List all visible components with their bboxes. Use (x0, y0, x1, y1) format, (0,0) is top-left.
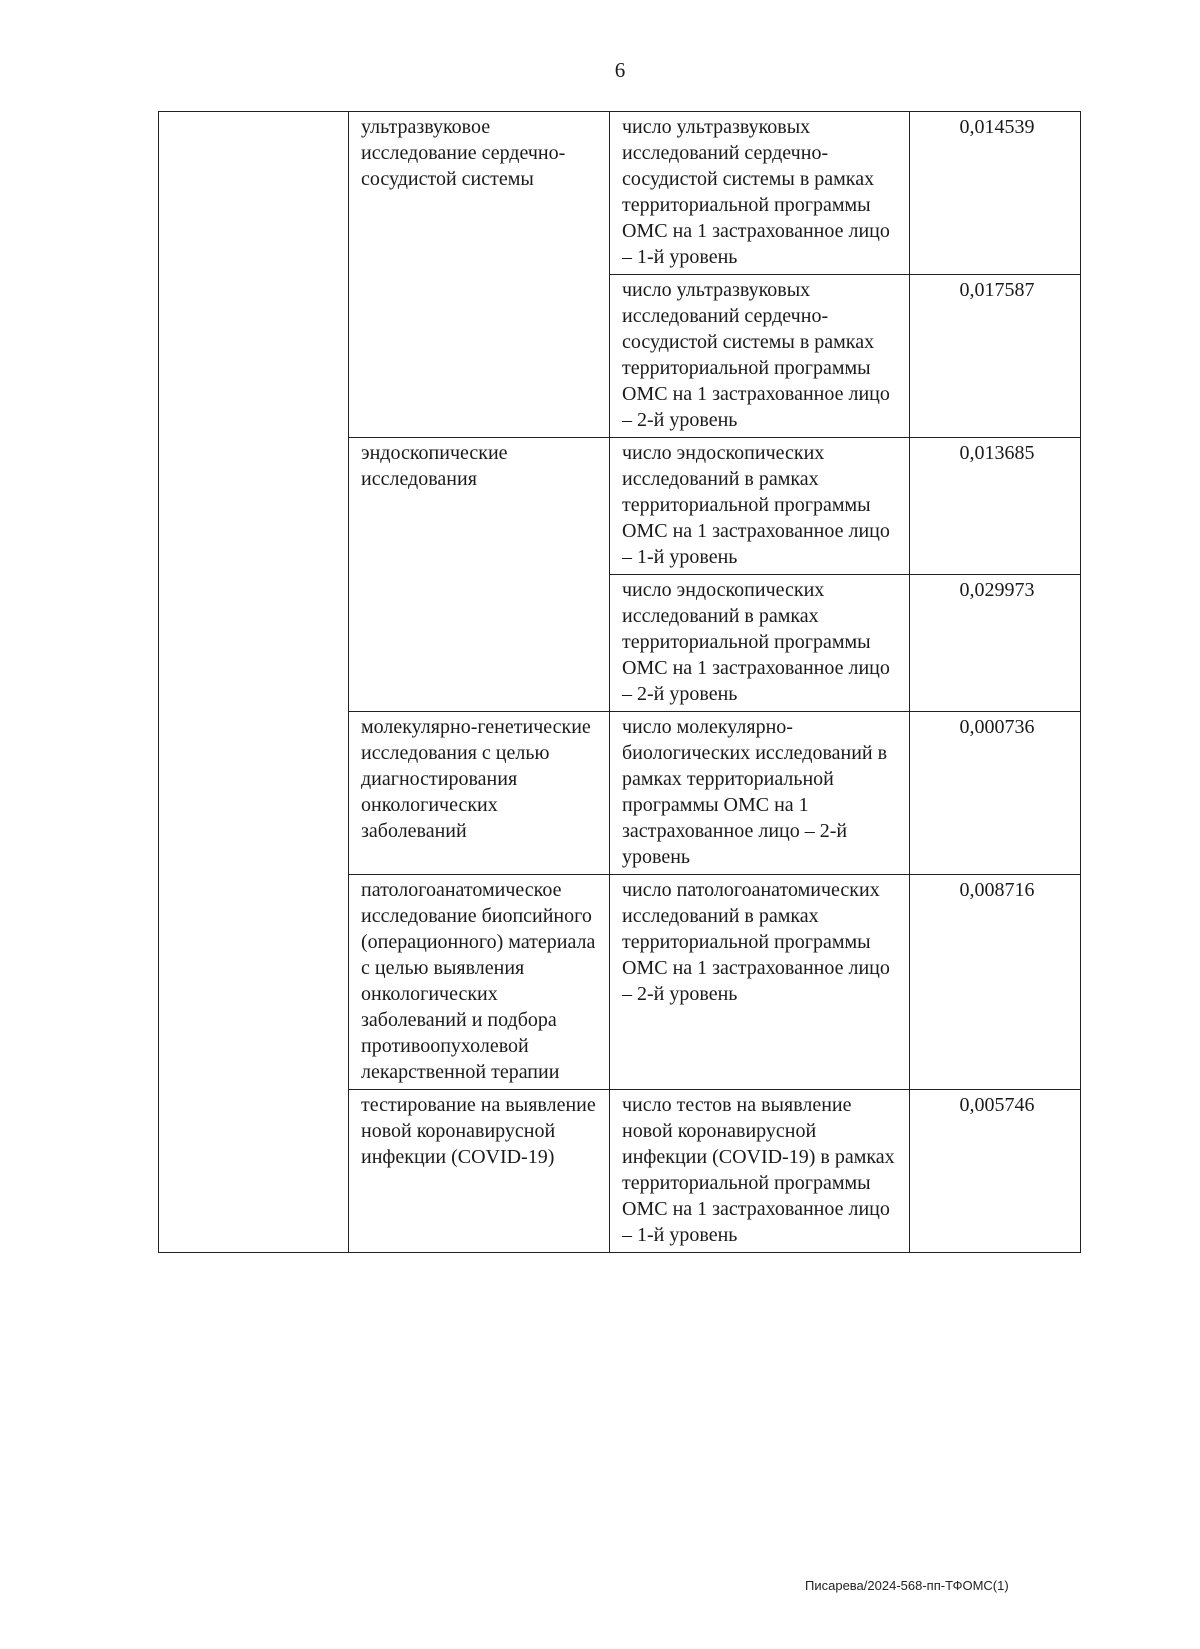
value-cell: 0,005746 (910, 1090, 1081, 1253)
service-name-cell: тестирование на выявление новой коронавирусной инфекции (COVID-19) (349, 1090, 610, 1253)
indicator-cell: число эндоскопических исследований в рамках территориальной программы ОМС на 1 застрахованное лицо – 2-й уровень (610, 575, 910, 712)
value-cell: 0,014539 (910, 112, 1081, 275)
service-name-cell: эндоскопические исследования (349, 438, 610, 712)
value-cell: 0,000736 (910, 712, 1081, 875)
indicator-cell: число патологоанатомических исследований в рамках территориальной программы ОМС на 1 застрахованное лицо – 2-й уровень (610, 875, 910, 1090)
indicator-cell: число ультразвуковых исследований сердечно-сосудистой системы в рамках территориальной программы ОМС на 1 застрахованное лицо – 1-й уровень (610, 112, 910, 275)
service-name-cell: ультразвуковое исследование сердечно-сосудистой системы (349, 112, 610, 438)
value-cell: 0,008716 (910, 875, 1081, 1090)
page-number: 6 (614, 58, 626, 82)
value-cell: 0,017587 (910, 275, 1081, 438)
indicator-cell: число ультразвуковых исследований сердечно-сосудистой системы в рамках территориальной программы ОМС на 1 застрахованное лицо – 2-й уровень (610, 275, 910, 438)
indicator-cell: число тестов на выявление новой коронавирусной инфекции (COVID-19) в рамках территориальной программы ОМС на 1 застрахованное лицо – 1-й уровень (610, 1090, 910, 1253)
service-name-cell: молекулярно-генетические исследования с целью диагностирования онкологических заболеваний (349, 712, 610, 875)
indicators-table (158, 111, 1081, 1253)
empty-first-column (159, 112, 349, 1253)
indicator-cell: число эндоскопических исследований в рамках территориальной программы ОМС на 1 застрахованное лицо – 1-й уровень (610, 438, 910, 575)
value-cell: 0,013685 (910, 438, 1081, 575)
document-footer-id: Писарева/2024-568-пп-ТФОМС(1) (805, 1578, 1009, 1593)
table-row (159, 112, 1081, 275)
value-cell: 0,029973 (910, 575, 1081, 712)
service-name-cell: патологоанатомическое исследование биопсийного (операционного) материала с целью выявления онкологических заболеваний и подбора противоопухолевой лекарственной терапии (349, 875, 610, 1090)
indicator-cell: число молекулярно-биологических исследований в рамках территориальной программы ОМС на 1 застрахованное лицо – 2-й уровень (610, 712, 910, 875)
